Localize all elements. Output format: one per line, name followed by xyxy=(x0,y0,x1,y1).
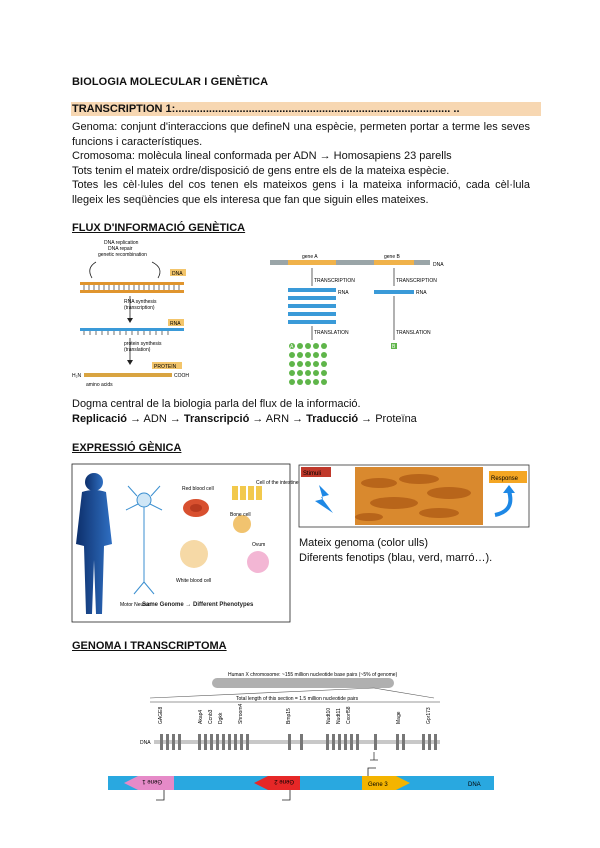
fig1-rna-label: RNA xyxy=(170,321,181,327)
fig1-genetic-recomb: genetic recombination xyxy=(98,252,147,258)
fig5-gene-label-9: Mage xyxy=(396,711,402,724)
fig5-chromosome-label: Human X chromosome: ~155 million nucleotide base pairs (~5% of genome) xyxy=(228,672,398,678)
fig2-rna-a-bars xyxy=(288,288,336,324)
section-expressio-heading: EXPRESSIÓ GÈNICA xyxy=(72,442,182,454)
fig5-chromosome-bar xyxy=(212,678,394,688)
dogma-transcripcio: Transcripció xyxy=(183,413,250,425)
fig5-gene-label-10: Gpr173 xyxy=(426,707,432,724)
fig5-gene-label-4: Shroom4 xyxy=(238,703,244,724)
dogma-arrow-2: → ARN → xyxy=(249,413,307,425)
fig1-dna-basepairs xyxy=(84,285,179,290)
fig3-bone-cell-label: Bone cell xyxy=(230,512,251,518)
fig5-gene3-label: Gene 3 xyxy=(368,782,388,788)
fig2-rna-b-label: RNA xyxy=(416,290,427,296)
fig5-gene-label-5: Bmp15 xyxy=(286,708,292,724)
stimuli-response-figure xyxy=(299,465,529,527)
fig5-dna-small-label: DNA xyxy=(140,740,151,746)
fig1-loop-left xyxy=(90,262,96,278)
fig1-h2n: H₂N xyxy=(72,373,82,379)
fig1-loop-right xyxy=(152,262,160,278)
cell-types-figure xyxy=(72,464,299,622)
section-flux-heading: FLUX D'INFORMACIÓ GENÈTICA xyxy=(72,222,246,234)
chromosome-figure xyxy=(104,664,496,812)
fig1-dna-replication: DNA replication xyxy=(104,240,139,246)
fig2-transcription-b: TRANSCRIPTION xyxy=(396,278,437,284)
fig2-gene-a xyxy=(288,260,336,265)
fig2-gene-b-label: gene B xyxy=(384,254,400,260)
dogma-flow xyxy=(72,412,417,427)
expressio-text xyxy=(299,536,492,565)
fig1-translation: (translation) xyxy=(124,347,151,353)
paragraph-ordre: Tots tenim el mateix ordre/disposició de gens entre els de la mateixa espècie. xyxy=(72,164,450,177)
paragraph-celules: Totes les cèl·lules del cos tenen els mateixos gens i la mateixa informació, cada cèl·lula llegeix les seqüències que els interesa que fan que siguin elles mateixes. xyxy=(72,179,530,206)
dogma-traduccio: Traducció xyxy=(306,413,359,425)
paragraph-genoma: Genoma: conjunt d'interaccions que defineN una espècie, permeten portar a terme les seves funcions i característiques. xyxy=(72,121,530,148)
dogma-arrow-1: → ADN → xyxy=(127,413,184,425)
fig1-rna-bases xyxy=(84,331,168,335)
fig5-gene-labels xyxy=(158,703,432,724)
fig5-gene1-label: Gene 1 xyxy=(142,778,162,784)
fig3-white-blood-cell-label: White blood cell xyxy=(176,578,212,584)
fig2-rna-b-bar xyxy=(374,290,414,294)
dogma-text: Dogma central de la biologia parla del flux de la informació. xyxy=(72,398,361,410)
fig2-protein-a-grid xyxy=(289,343,327,385)
fig2-dna-label: DNA xyxy=(433,262,444,268)
gene-expression-figure xyxy=(268,254,448,386)
paragraph-cromosoma: Cromosoma: molècula lineal conformada per ADN → Homosapiens 23 parells xyxy=(72,150,452,162)
document-title: BIOLOGIA MOLECULAR I GENÈTICA xyxy=(72,76,269,88)
fig5-gene-label-1: Akap4 xyxy=(198,709,204,724)
fig2-rna-a-label: RNA xyxy=(338,290,349,296)
fig1-dna-label: DNA xyxy=(172,271,183,277)
expressio-line-1: Mateix genoma (color ulls) xyxy=(299,537,428,549)
fig2-transcription-a: TRANSCRIPTION xyxy=(314,278,355,284)
dogma-replicacio: Replicació xyxy=(72,413,128,425)
fig5-gene-label-0: GAGE8 xyxy=(158,706,164,724)
fig3-motor-neuron-label: Motor Neuron xyxy=(120,602,151,608)
fig1-protein-synthesis: protein synthesis xyxy=(124,341,162,347)
fig5-gene-label-8: Cxorf58 xyxy=(346,706,352,724)
fig5-dna-bar-label: DNA xyxy=(468,782,481,788)
fig2-protein-b-letter: B xyxy=(392,344,396,350)
fig1-cooh: COOH xyxy=(174,373,189,379)
fig2-gene-a-label: gene A xyxy=(302,254,318,260)
expressio-line-2: Diferents fenotips (blau, verd, marró…). xyxy=(299,551,493,564)
fig2-translation-a: TRANSLATION xyxy=(314,330,349,336)
fig1-amino-acids: amino acids xyxy=(86,382,113,388)
fig3-ovum-label: Ovum xyxy=(252,542,266,548)
fig3-white-blood-cell xyxy=(180,540,208,568)
dogma-arrow-3: → Proteïna xyxy=(358,413,417,425)
fig5-gene-label-2: Ccnb3 xyxy=(208,709,214,724)
fig5-gene-label-3: Dgkk xyxy=(218,712,224,724)
fig5-section-label: Total length of this section = 1.5 million nucleotide pairs xyxy=(236,696,359,702)
fig2-gene-b xyxy=(374,260,414,265)
fig5-gene-label-6: Nudt10 xyxy=(326,707,332,724)
section-genoma-heading: GENOMA I TRANSCRIPTOMA xyxy=(72,640,227,652)
fig2-protein-a-letter: A xyxy=(290,344,294,350)
central-dogma-figure xyxy=(72,238,202,388)
fig1-dna-strand-bottom xyxy=(80,290,184,293)
fig5-gene-label-7: Nudt11 xyxy=(336,708,342,724)
fig3-red-blood-cell-label: Red blood cell xyxy=(182,486,214,492)
fig3-intestine-label: Cell of the intestine xyxy=(256,480,299,486)
fig1-dna-strand-top xyxy=(80,282,184,285)
intro-paragraphs xyxy=(72,120,530,207)
fig1-transcription: (transcription) xyxy=(124,305,155,311)
fig1-dna-repair: DNA repair xyxy=(108,246,133,252)
fig3-caption: Same Genome → Different Phenotypes xyxy=(142,602,254,608)
transcription-heading: TRANSCRIPTION 1:.......................................................................................... .. xyxy=(72,103,460,115)
fig4-stimuli-label: Stimuli xyxy=(303,471,322,477)
fig1-rna-strand xyxy=(80,328,184,331)
fig1-protein-label: PROTEIN xyxy=(154,364,177,370)
fig1-protein-chain xyxy=(84,373,172,377)
fig1-rna-synthesis: RNA synthesis xyxy=(124,299,157,305)
fig2-translation-b: TRANSLATION xyxy=(396,330,431,336)
fig3-ovum xyxy=(247,551,269,573)
fig4-response-label: Response xyxy=(491,476,519,482)
fig5-gene2-label: Gene 2 xyxy=(274,778,294,784)
